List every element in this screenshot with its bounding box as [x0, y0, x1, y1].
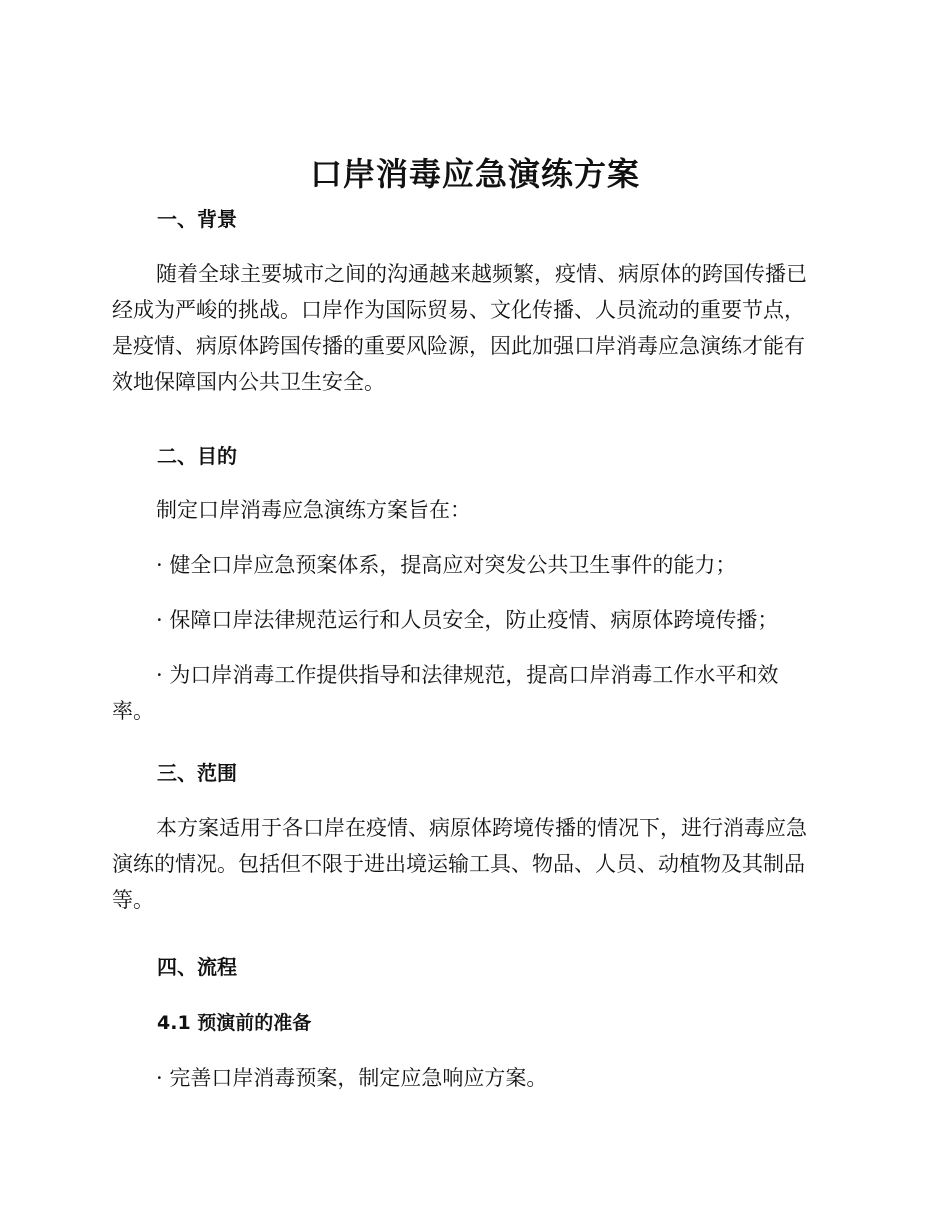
paragraph-line: 随着全球主要城市之间的沟通越来越频繁，疫情、病原体的跨国传播已	[156, 262, 807, 286]
paragraph-line: 经成为严峻的挑战。口岸作为国际贸易、文化传播、人员流动的重要节点，	[112, 298, 805, 322]
section-heading-background: 一、背景	[157, 207, 237, 231]
paragraph-line: 制定口岸消毒应急演练方案旨在：	[156, 498, 471, 522]
subsection-heading-preparation: 4.1 预演前的准备	[157, 1012, 312, 1034]
process-bullet-1	[112, 1060, 830, 1096]
paragraph-line: 等。	[112, 888, 154, 912]
paragraph-line: 是疫情、病原体跨国传播的重要风险源，因此加强口岸消毒应急演练才能有	[112, 334, 805, 358]
scope-paragraph	[112, 810, 830, 918]
section-heading-process: 四、流程	[157, 955, 237, 979]
bullet-line: · 健全口岸应急预案体系，提高应对突发公共卫生事件的能力；	[156, 553, 737, 577]
purpose-intro	[112, 492, 830, 528]
document-title: 口岸消毒应急演练方案	[309, 155, 640, 193]
section-heading-purpose: 二、目的	[157, 444, 237, 468]
background-paragraph	[112, 256, 830, 400]
section-heading-scope: 三、范围	[157, 761, 237, 785]
bullet-line: · 保障口岸法律规范运行和人员安全，防止疫情、病原体跨境传播；	[156, 608, 779, 632]
bullet-line: 率。	[112, 699, 154, 723]
purpose-bullet-1	[112, 547, 830, 583]
bullet-line: · 完善口岸消毒预案，制定应急响应方案。	[156, 1066, 548, 1090]
paragraph-line: 演练的情况。包括但不限于进出境运输工具、物品、人员、动植物及其制品	[112, 852, 805, 876]
paragraph-line: 效地保障国内公共卫生安全。	[112, 370, 385, 394]
bullet-line: · 为口岸消毒工作提供指导和法律规范，提高口岸消毒工作水平和效	[156, 663, 779, 687]
purpose-bullet-2	[112, 602, 830, 638]
purpose-bullet-3	[112, 657, 830, 729]
paragraph-line: 本方案适用于各口岸在疫情、病原体跨境传播的情况下，进行消毒应急	[156, 816, 807, 840]
